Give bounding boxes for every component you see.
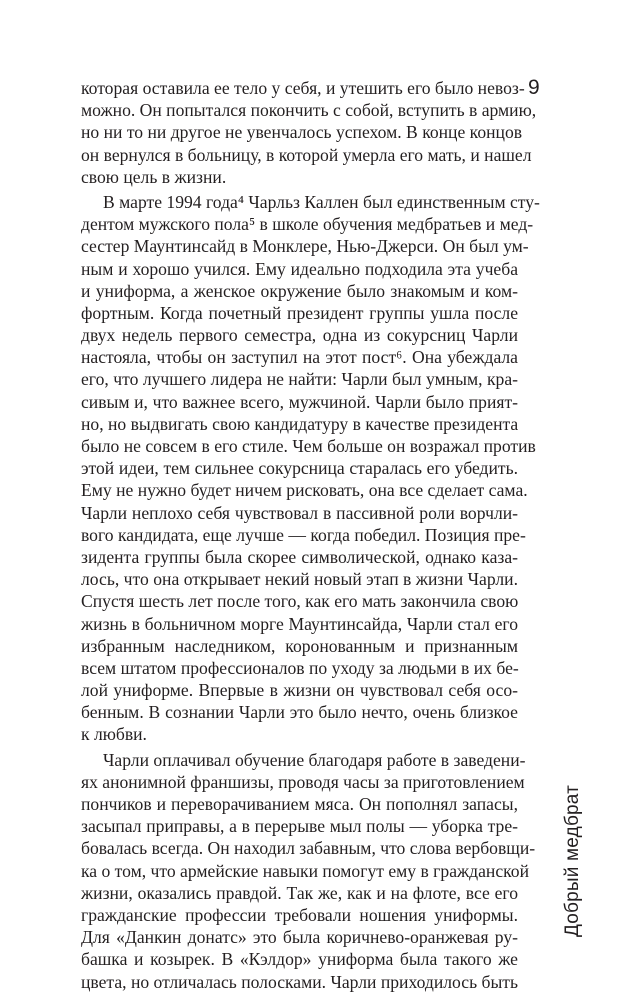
paragraph [81, 77, 537, 188]
text-line: можно. Он попытался покончить с собой, вступить в армию, [81, 100, 537, 121]
text-line: бовалась всегда. Он находил забавным, что слова вербовщи- [81, 838, 536, 859]
text-line: засыпал приправы, а в перерыве мыл полы — уборка тре- [81, 816, 518, 837]
text-line: жизнь в больничном морге Маунтинсайда, Чарли стал его [81, 613, 518, 634]
text-line: ях анонимной франшизы, проводя часы за приготовлением [81, 771, 525, 792]
text-line: бенным. В сознании Чарли это было нечто, очень близкое [81, 702, 518, 723]
running-title: Добрый медбрат [562, 784, 583, 937]
text-line: всем штатом профессионалов по уходу за людьми в их бе- [81, 657, 519, 678]
text-line: цвета, но отличалась полосками. Чарли приходилось быть [81, 971, 518, 992]
text-line: ным и хорошо учился. Ему идеально подходила эта учеба [81, 258, 518, 279]
text-line: Ему не нужно будет ничем рисковать, она все сделает сама. [81, 480, 528, 501]
text-line: Чарли неплохо себя чувствовал в пассивной роли ворчли- [81, 502, 518, 523]
text-line: но ни то ни другое не увенчалось успехом. В конце концов [81, 122, 523, 143]
text-line: двух недель первого семестра, одна из сокурсниц Чарли [81, 325, 518, 346]
text-line: но, но выдвигать свою кандидатуру в качестве президента [81, 413, 519, 434]
text-line: гражданские профессии требовали ношения униформы. [81, 904, 518, 925]
text-line: жизни, оказались правдой. Так же, как и на флоте, все его [81, 882, 518, 903]
text-line: этой идеи, тем сильнее сокурсница старалась его убедить. [81, 458, 518, 479]
text-line: Спустя шесть лет после того, как его мать закончила свою [81, 591, 519, 612]
text-line: лось, что она открывает некий новый этап в жизни Чарли. [81, 569, 518, 590]
text-line: он вернулся в больницу, в которой умерла его мать, и нашел [81, 144, 532, 165]
text-line: избранным наследником, коронованным и признанным [81, 635, 518, 656]
paragraph [81, 191, 540, 746]
text-line: фортным. Когда почетный президент группы ушла после [81, 302, 518, 323]
text-line: было не совсем в его стиле. Чем больше он возражал против [81, 436, 536, 456]
text-line: вого кандидата, еще лучше — когда победил. Позиция пре- [81, 524, 526, 545]
text-line: лой униформе. Впервые в жизни он чувствовал себя осо- [81, 680, 518, 701]
text-line: башка и козырек. В «Кэлдор» униформа была такого же [81, 949, 518, 970]
text-line: Чарли оплачивал обучение благодаря работе в заведени- [103, 749, 526, 770]
text-line: пончиков и переворачиванием мяса. Он пополнял запасы, [81, 794, 518, 814]
text-line: сестер Маунтинсайд в Монклере, Нью-Джерси. Он был ум- [81, 236, 529, 257]
text-line: и униформа, а женское окружение было знакомым и ком- [81, 280, 518, 301]
text-line: его, что лучшего лидера не найти: Чарли был умным, кра- [81, 369, 518, 390]
text-line: которая оставила ее тело у себя, и утешить его было невоз- [81, 78, 525, 98]
paragraph [81, 749, 536, 993]
text-line: Для «Данкин донатс» это была коричнево-оранжевая ру- [81, 927, 518, 948]
text-line: ка о том, что армейские навыки помогут ему в гражданской [81, 860, 530, 881]
text-line: свою цель в жизни. [81, 166, 227, 187]
text-line: дентом мужского пола⁵ в школе обучения медбратьев и мед- [81, 214, 534, 235]
page-number: 9 [528, 76, 540, 99]
text-line: В марте 1994 года⁴ Чарльз Каллен был единственным сту- [103, 191, 540, 212]
text-line: сивым и, что важнее всего, мужчиной. Чарли было прият- [81, 391, 518, 412]
text-line: зидента группы была скорее символической, однако каза- [81, 546, 518, 567]
text-line: к любви. [81, 724, 147, 745]
text-line: настояла, чтобы он заступил на этот пост⁶. Она убеждала [81, 347, 518, 368]
body-text [81, 77, 540, 993]
